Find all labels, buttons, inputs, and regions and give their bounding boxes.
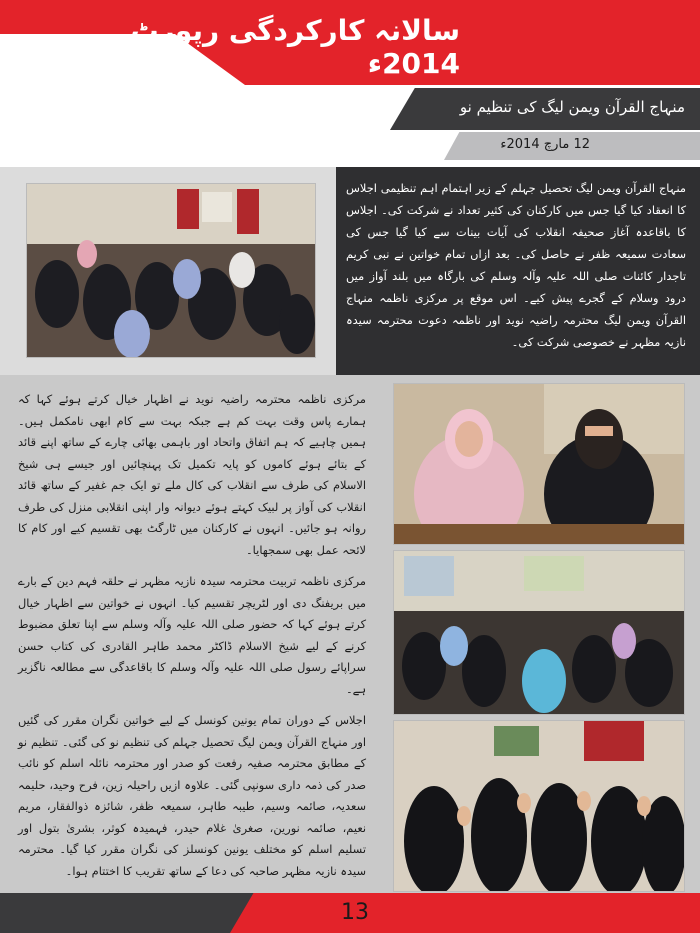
- meeting-photo-1: [26, 183, 316, 358]
- audience-photo: [393, 550, 685, 715]
- body-paragraph: اجلاس کے دوران تمام یونین کونسل کے لیے خواتین نگران مقرر کی گئیں اور منہاج القرآن ویمن لیگ تحصیل جہلم کی تنظیم نو کی گئی۔ تنظیم نو کے مطابق محترمہ صفیہ رفعت کو صدر اور محترمہ نائلہ اسلم کو نائب صدر کی ذمہ داری سونپی گئی۔ علاوہ ازیں راحیلہ زین، فرح وحید، حلیمہ سعدیہ، صائمہ وسیم، طیبہ طاہر، سمیعہ ظفر، شائزہ ذوالفقار، مریم نعیم، صائمہ نورین، صغریٰ غلام حیدر، فہمیدہ کوثر، بشریٰ بتول اور تسلیم اسلم کو مختلف یونین کونسلز کی نگران مقرر کیا گیا۔ محترمہ سیدہ نازیہ مظہر صاحبہ کی دعا کے ساتھ تقریب کا اختتام ہوا۔: [18, 713, 366, 878]
- speakers-photo: [393, 383, 685, 545]
- footer-accent: [230, 893, 700, 933]
- oath-photo: [393, 720, 685, 892]
- body-paragraph: مرکزی ناظمہ تربیت محترمہ سیدہ نازیہ مظہر نے حلقہ فہم دین کے بارے میں بریفنگ دی اور لٹریچر تقسیم کیا۔ انہوں نے خواتین سے اظہار خیال کرتے ہوئے کہا کہ حضور صلی اللہ علیہ وآلہ وسلم سے اپنا تعلق مضبوط کرنے کے لیے شیخ الاسلام ڈاکٹر محمد طاہر القادری کی کتاب حسن سراپائے رسول صلی اللہ علیہ وآلہ وسلم کا باقاعدگی سے مطالعہ ناگزیر ہے۔: [18, 574, 366, 696]
- page-number: 13: [341, 900, 369, 925]
- intro-panel: [336, 167, 700, 375]
- body-text: [0, 375, 380, 893]
- intro-paragraph: منہاج القرآن ویمن لیگ تحصیل جہلم کے زیر اہتمام اہم تنظیمی اجلاس کا انعقاد کیا گیا جس میں کارکنان کی کثیر تعداد نے شرکت کی۔ اجلاس کا باقاعدہ آغاز صحیفہ انقلاب کی آیات بینات سے کیا گیا جس کی سعادت سمیعہ ظفر نے حاصل کی۔ بعد ازاں تمام خواتین نے نبی کریم تاجدار کائنات صلی اللہ علیہ وآلہ وسلم کی بارگاہ میں بلند آواز میں درود وسلام کے گجرے پیش کیے۔ اس موقع پر مرکزی ناظمہ منہاج القرآن ویمن لیگ محترمہ راضیہ نوید اور ناظمہ دعوت محترمہ سیدہ نازیہ مظہر نے خصوصی شرکت کی۔: [346, 181, 686, 349]
- report-title: سالانہ کارکردگی رپورٹ 2014ء: [130, 14, 460, 80]
- body-paragraph: مرکزی ناظمہ محترمہ راضیہ نوید نے اظہار خیال کرتے ہوئے کہا کہ ہمارے پاس وقت بہت کم ہے جبکہ بہت سے کام ابھی نامکمل ہیں۔ ہمیں چاہیے کہ ہم اتفاق واتحاد اور باہمی بھائی چارے کے ساتھ اپنے قائد کے بتائے ہوئے کاموں کو پایہ تکمیل تک پہنچائیں اور جیسے ہی شیخ الاسلام کی طرف سے انقلاب کی کال ملے تو ایک جم غفیر کے ساتھ قائد انقلاب کی آواز پر لبیک کہتے ہوئے دیوانہ وار اپنی انقلابی منزل کی طرف روانہ ہو جائیں۔ انہوں نے کارکنان میں ٹارگٹ بھی تقسیم کیے اور کام کا لائحہ عمل بھی سمجھایا۔: [18, 392, 366, 557]
- event-date: 12 مارچ 2014ء: [500, 137, 590, 152]
- subtitle: منہاج القرآن ویمن لیگ کی تنظیم نو: [459, 98, 685, 116]
